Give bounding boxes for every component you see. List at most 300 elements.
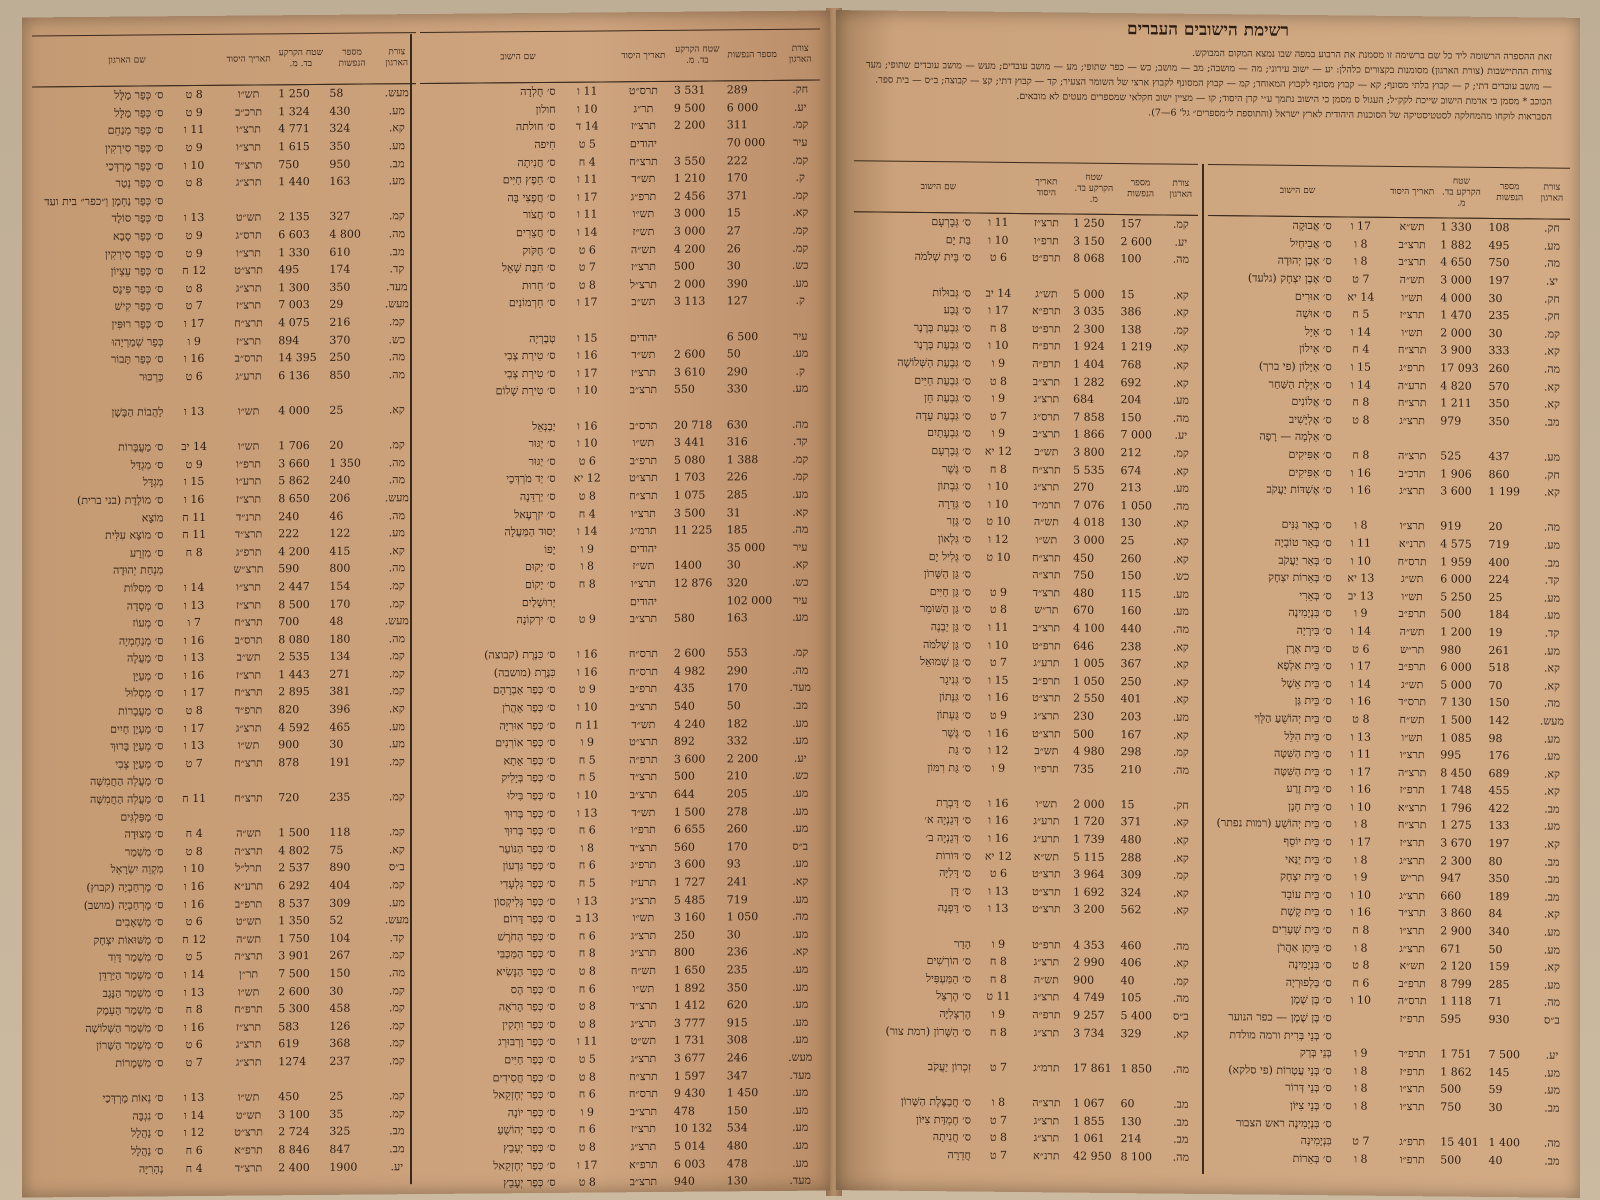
cell-map-square: 11 ו xyxy=(577,172,598,186)
cell-population: 689 xyxy=(1488,766,1510,780)
cell-year: תרצ״ד xyxy=(234,158,263,172)
cell-area: 1 275 xyxy=(1440,818,1472,833)
cell-area: 1 200 xyxy=(1440,625,1472,639)
cell-name: ס׳ בֵּית עוֹבֵד xyxy=(1281,887,1332,902)
cell-map-square: 7 ט xyxy=(989,409,1007,423)
cell-area: 3 550 xyxy=(673,154,706,168)
cell-org: ב״ס xyxy=(1172,1009,1189,1023)
cell-year: תש״ז xyxy=(632,225,655,239)
cell-name: ס׳ מְצוּדָה xyxy=(124,827,164,841)
cell-area: 4 000 xyxy=(1440,291,1472,305)
cell-name: ס׳ כְּפַר גִּלְעָדִי xyxy=(500,876,556,891)
cell-map-square: 10 ו xyxy=(988,479,1009,494)
cell-org: מע. xyxy=(388,104,405,118)
col-area-header: שטח הקרקע בד. מ. xyxy=(1437,167,1485,219)
cell-org: מע. xyxy=(1543,538,1561,552)
cell-area: 2 535 xyxy=(278,650,310,664)
cell-area: 2 200 xyxy=(673,119,706,133)
cell-name: ס׳ כְּפַר סִירְקִין xyxy=(104,141,164,155)
cell-org: מע. xyxy=(1172,481,1189,496)
cell-year: תרפ״ב xyxy=(1398,607,1426,621)
cell-area: 540 xyxy=(673,699,695,713)
cell-population: 27 xyxy=(726,224,741,238)
cell-year: תרפ״ט xyxy=(1032,638,1061,653)
cell-org: מב. xyxy=(1544,890,1560,904)
cell-name: ס׳ גַּעְתוֹן xyxy=(936,708,972,722)
cell-population: 26 xyxy=(726,241,741,256)
cell-map-square: 4 ח xyxy=(578,507,596,521)
cell-name: חולון xyxy=(535,102,556,116)
cell-area: 5 485 xyxy=(673,893,706,907)
cell-population: 182 xyxy=(726,716,748,731)
cell-org: יע. xyxy=(390,1159,404,1173)
col-date-header: תאריך היסוד xyxy=(1387,166,1437,218)
cell-name: ס׳ אֲבוּקָה xyxy=(1292,219,1332,233)
cell-map-square xyxy=(166,561,221,579)
cell-population: 40 xyxy=(1488,1153,1503,1167)
cell-year: תש״ט xyxy=(235,914,262,928)
cell-org: מע. xyxy=(792,997,809,1011)
col-org-header: צורת הארגון xyxy=(780,29,820,80)
intro-paragraph: הסבראות לוקחו מהמחלקה לסטטיסטיקה של הסוכנות היהודית לארץ ישראל (והתוספת ל״מספרים״ גל' 6—7). xyxy=(1148,107,1552,123)
cell-year: תרצ״ה xyxy=(234,949,263,964)
cell-name: ס׳ גֶּשֶׁר xyxy=(941,725,972,740)
cell-year: תש״ג xyxy=(1400,572,1424,586)
cell-org: מב. xyxy=(1173,1115,1189,1129)
cell-map-square xyxy=(1335,499,1387,517)
cell-name: ס׳ מִשְׁמַר הַשָּׁרוֹן xyxy=(96,1038,164,1053)
cell-map-square: 11 ו xyxy=(1350,747,1372,761)
cell-map-square: 13 ו xyxy=(988,902,1009,916)
cell-name: ס׳ גַּן שְׁלֹמֹה xyxy=(923,637,972,652)
intro-paragraph: הכוכב * מסמן כי אדמת הישוב שייכת לקק״ל; העגול ס מסמן כי הישוב נתמך ע״י קרן היסוד; קו — מציין ישוב חקלאי שמספרים מעטים לא מובאים. xyxy=(1016,90,1552,108)
cell-map-square: 8 ט xyxy=(578,1070,596,1084)
cell-org: ב״ס xyxy=(1544,1013,1560,1027)
cell-year: יהודים xyxy=(629,330,657,344)
cell-name: ס׳ כְּפַר דָּרוֹם xyxy=(502,912,556,926)
cell-population: 308 xyxy=(726,1033,748,1047)
cell-population: 163 xyxy=(726,611,748,625)
cell-population: 108 xyxy=(1488,221,1510,235)
cell-area: 42 950 xyxy=(1073,1149,1112,1163)
cell-year xyxy=(616,399,671,417)
cell-org: קמ. xyxy=(1172,323,1189,337)
cell-year: תש״א xyxy=(1399,959,1425,973)
cell-year: תרצ״ט xyxy=(1032,902,1061,916)
cell-area: 4 100 xyxy=(1073,621,1105,635)
cell-area: 3 160 xyxy=(673,910,706,925)
cell-area: 3 500 xyxy=(673,506,706,520)
cell-org xyxy=(1534,1029,1570,1047)
cell-area: 3 860 xyxy=(1440,906,1472,921)
cell-map-square: 16 ו xyxy=(184,352,205,366)
cell-year: תרצ״ג xyxy=(630,946,657,960)
cell-name: ס׳ כְּפַר גְּלִיקְסוֹן xyxy=(493,894,556,909)
cell-map-square: 10 ו xyxy=(1350,888,1372,902)
cell-name: ס׳ גֶּבַע xyxy=(943,303,972,317)
cell-map-square: 6 ח xyxy=(578,858,596,873)
cell-year: תש״ב xyxy=(1034,744,1059,758)
cell-name: ס׳ בְּנֵי דְּרוֹר xyxy=(1285,1081,1332,1095)
cell-name: חֲדֵרָה xyxy=(947,1148,972,1162)
cell-year: תרפ״ג xyxy=(235,545,262,559)
cell-map-square: 9 ט xyxy=(185,141,203,155)
cell-year: תרצ״ח xyxy=(234,615,263,629)
cell-population: 176 xyxy=(1488,749,1510,763)
cell-map-square: 8 ט xyxy=(578,1140,596,1154)
cell-year: תש״ד xyxy=(631,805,656,819)
cell-org: קא. xyxy=(1172,904,1189,918)
cell-year: תרצ״ג xyxy=(1033,990,1060,1004)
cell-population: 260 xyxy=(1120,551,1142,565)
cell-area: 894 xyxy=(278,333,300,347)
cell-map-square: 13 ו xyxy=(577,806,598,820)
cell-map-square xyxy=(559,399,616,417)
cell-area: 5 862 xyxy=(278,474,310,488)
cell-year: תש״ו xyxy=(632,436,655,450)
cell-area: 10 132 xyxy=(673,1121,713,1136)
cell-area: 1 440 xyxy=(278,175,310,189)
cell-name: ס׳ גִּבְעַת הַשְּׁלוֹשָׁה xyxy=(897,355,972,370)
cell-org xyxy=(780,309,820,327)
cell-area: 4 982 xyxy=(673,664,706,678)
cell-org: קמ. xyxy=(388,667,405,681)
cell-area: 1 750 xyxy=(278,931,310,946)
cell-org: מב. xyxy=(389,156,405,170)
cell-population: 367 xyxy=(1120,657,1142,671)
cell-org: יע. xyxy=(793,100,807,114)
cell-area: 222 xyxy=(278,527,300,541)
cell-area: 979 xyxy=(1440,414,1462,428)
cell-population: 235 xyxy=(1488,309,1510,323)
cell-map-square: 8 ו xyxy=(1354,1064,1368,1078)
cell-map-square: 6 ט xyxy=(185,1038,203,1052)
cell-population: 4 800 xyxy=(329,227,361,241)
cell-org: מה. xyxy=(1172,411,1189,425)
cell-population xyxy=(1117,919,1163,937)
cell-area xyxy=(1070,1041,1117,1059)
cell-population: 950 xyxy=(329,157,351,171)
cell-name: ס׳ מְעַיָּן בָּרוּךְ xyxy=(110,739,164,754)
cell-year: תש״ד xyxy=(631,172,656,186)
cell-name: ס׳ בְּאֵרוֹת יִצְחָק xyxy=(1268,570,1332,585)
cell-population: 145 xyxy=(1488,1065,1510,1079)
cell-area: 3 900 xyxy=(1440,343,1472,358)
cell-name: ס׳ גַּת xyxy=(948,743,972,757)
cell-area: 5 080 xyxy=(673,453,706,467)
cell-map-square: 16 ו xyxy=(988,691,1009,705)
cell-area: 1 739 xyxy=(1073,832,1105,846)
cell-year: תרצ״ו xyxy=(236,122,261,137)
cell-name: ס׳ דַּפְנָה xyxy=(937,901,972,915)
cell-name: ס׳ חֲצֵרִים xyxy=(515,225,556,240)
cell-area: 3 000 xyxy=(1073,533,1105,547)
cell-population: 285 xyxy=(726,488,748,502)
cell-area: 3 150 xyxy=(1073,234,1105,248)
cell-population: 1 450 xyxy=(726,1086,759,1100)
cell-name: ס׳ הֶרְצֵל xyxy=(936,989,972,1003)
cell-name xyxy=(854,1039,974,1058)
cell-population: 267 xyxy=(329,949,351,963)
cell-population: 495 xyxy=(1488,238,1510,253)
cell-population: 271 xyxy=(329,667,351,681)
cell-map-square: 14 יא xyxy=(1347,290,1375,304)
cell-name: ס׳ חֲצֹור xyxy=(522,208,556,222)
cell-population: 333 xyxy=(1488,344,1510,358)
cell-org: מה. xyxy=(1543,1136,1561,1150)
cell-name: מִגְדָּל xyxy=(142,475,164,489)
cell-area: 1 650 xyxy=(673,963,706,977)
cell-year: תרל״ל xyxy=(235,861,262,876)
cell-name: ס׳ אֲבִיחַיִל xyxy=(1290,236,1332,251)
cell-population: 455 xyxy=(1488,784,1510,798)
cell-name: ס׳ כְּפַר רוּפִּין xyxy=(111,317,164,331)
cell-area: 3 734 xyxy=(1073,1026,1105,1040)
cell-population: 170 xyxy=(726,171,748,185)
cell-name: ס׳ מְעַיָּן xyxy=(132,669,164,683)
cell-population: 48 xyxy=(329,614,344,628)
cell-area: 9 430 xyxy=(673,1086,706,1100)
cell-population: 309 xyxy=(1120,868,1142,882)
cell-year: תרפ״ג xyxy=(630,189,657,204)
cell-year xyxy=(616,627,671,645)
cell-year: תרצ״ט xyxy=(234,263,263,277)
cell-population: 518 xyxy=(1488,661,1510,675)
cell-year: תש״א xyxy=(1033,849,1060,864)
cell-area: 8 650 xyxy=(278,491,310,506)
cell-year: תרצ״ד xyxy=(234,527,263,541)
cell-map-square: 8 ט xyxy=(578,278,596,292)
cell-population: 329 xyxy=(1120,1026,1142,1040)
intro-paragraph: זאת ההספרה הרשומה ליד כל שם ברשימה זו מסמנת את הרבוע במפה שבו נמצא המקום המבוקש. xyxy=(1192,47,1552,63)
cell-map-square: 13 ו xyxy=(184,651,205,665)
cell-population: 2 600 xyxy=(1120,234,1152,249)
cell-org: חק. xyxy=(1543,221,1560,235)
cell-year: תרפ״ו xyxy=(1033,234,1059,248)
cell-name: ס׳ יָקוֹם xyxy=(524,577,556,592)
col-date-header: תאריך היסוד xyxy=(1023,163,1070,214)
cell-area: 5 535 xyxy=(1073,463,1105,477)
cell-org: קמ. xyxy=(1543,327,1560,341)
cell-year: תרצ״ד xyxy=(629,770,658,784)
cell-year: תר״ש xyxy=(1400,871,1425,885)
cell-area: 1274 xyxy=(278,1054,307,1069)
cell-map-square: 8 ט xyxy=(185,176,203,190)
cell-name: ס׳ כְּפַר חַיִּים xyxy=(504,1052,556,1067)
cell-map-square: 8 ט xyxy=(1352,958,1370,972)
cell-area xyxy=(1437,1116,1485,1134)
cell-org: מה. xyxy=(1543,696,1561,711)
cell-name: ס׳ אֵיָל xyxy=(1304,324,1332,339)
cell-org: מה. xyxy=(1543,995,1561,1010)
cell-year: תרצ״ז xyxy=(630,260,656,274)
cell-population xyxy=(1486,500,1534,518)
cell-map-square: 14 יב xyxy=(181,440,208,454)
cell-map-square: 10 ו xyxy=(577,436,598,450)
cell-year: תרנ״ד xyxy=(235,509,262,524)
cell-population: 30 xyxy=(1488,326,1503,340)
cell-org: קמ. xyxy=(388,1089,405,1103)
cell-org: מה. xyxy=(388,631,405,646)
cell-population: 278 xyxy=(726,804,748,819)
cell-population: 261 xyxy=(1488,643,1510,657)
cell-name: ס׳ מְסִלּוֹת xyxy=(123,581,164,595)
cell-population: 100 xyxy=(1120,252,1142,266)
cell-population: 30 xyxy=(329,984,344,998)
cell-population: 290 xyxy=(726,664,748,678)
cell-area: 1400 xyxy=(673,558,702,573)
cell-year: תש״ד xyxy=(631,717,656,731)
cell-area xyxy=(671,398,724,416)
cell-population xyxy=(1117,1042,1163,1060)
cell-org: מב. xyxy=(1544,855,1560,869)
cell-org: קא. xyxy=(1172,305,1189,320)
cell-year: תש״ב xyxy=(236,650,261,664)
cell-area: 4 650 xyxy=(1440,255,1472,270)
cell-name: ס׳ כְּפַר תָּבוֹר xyxy=(110,352,164,366)
cell-name: ס׳ גִּבְעַת בְּרֶנֶר xyxy=(913,320,972,335)
cell-population: 350 xyxy=(1488,397,1510,411)
cell-org: מע. xyxy=(1543,644,1561,658)
cell-population: 71 xyxy=(1488,995,1503,1009)
cell-population: 430 xyxy=(329,104,351,118)
cell-area: 1 862 xyxy=(1440,1065,1472,1079)
cell-org: חק. xyxy=(1172,798,1189,812)
cell-map-square: 8 ח xyxy=(989,1025,1007,1039)
cell-org: קד. xyxy=(389,262,405,276)
cell-population: 50 xyxy=(1488,942,1503,956)
cell-area: 2 550 xyxy=(1073,691,1105,706)
cell-area: 9 500 xyxy=(673,101,706,115)
cell-population: 20 xyxy=(1488,520,1503,534)
cell-area: 8 799 xyxy=(1440,977,1472,991)
cell-area: 995 xyxy=(1440,748,1462,762)
cell-population: 400 xyxy=(1488,555,1510,569)
cell-org: מעש. xyxy=(384,491,409,505)
cell-area xyxy=(1070,918,1117,936)
cell-org: מעש. xyxy=(1539,714,1564,728)
cell-org: קמ. xyxy=(1172,868,1189,883)
cell-area xyxy=(671,627,724,645)
cell-map-square xyxy=(974,777,1023,795)
cell-name: ס׳ כְּפַר יְהוֹשֻׁעַ xyxy=(497,1123,556,1137)
cell-area: 15 401 xyxy=(1440,1135,1479,1150)
cell-map-square: 16 ו xyxy=(184,633,205,647)
cell-org: מע. xyxy=(792,857,809,871)
cell-org: קא. xyxy=(1172,1027,1189,1041)
cell-year: תרצ״ג xyxy=(1033,480,1060,494)
cell-name: ס׳ מִשְׁמַר הַשְּׁלוֹשָׁה xyxy=(85,1021,164,1035)
cell-area: 3 670 xyxy=(1440,836,1472,850)
cell-map-square: 11 ח xyxy=(182,510,207,524)
cell-area: 2 600 xyxy=(673,347,706,362)
cell-area: 17 861 xyxy=(1073,1061,1112,1075)
cell-area: 670 xyxy=(1073,603,1095,618)
cell-name: ס׳ חֵרוּת xyxy=(521,278,556,292)
cell-area: 1 005 xyxy=(1073,656,1105,671)
cell-name xyxy=(854,775,974,794)
cell-year: תרצ״ג xyxy=(1033,392,1060,406)
cell-name: ס׳ אֵילוֹן xyxy=(1299,342,1332,356)
cell-year: תרצ״ו xyxy=(1399,748,1425,762)
cell-map-square: 9 ט xyxy=(989,585,1007,599)
cell-year: תרצ״ג xyxy=(1033,955,1060,969)
cell-name: ס׳ אוּרִים xyxy=(1294,289,1332,303)
cell-org: מע. xyxy=(792,962,809,976)
cell-area: 3 964 xyxy=(1073,867,1105,882)
cell-org: קא. xyxy=(1543,485,1560,499)
cell-year: תרצ״ד xyxy=(629,840,658,855)
cell-year: תרכ״ב xyxy=(1398,466,1426,480)
cell-org: עיר xyxy=(792,329,808,343)
cell-org: מע. xyxy=(1543,732,1561,746)
cell-year: תרצ״ג xyxy=(1399,484,1425,498)
cell-population: 25 xyxy=(1120,534,1135,548)
cell-org: מב. xyxy=(1544,556,1560,570)
cell-area: 478 xyxy=(673,1104,695,1118)
cell-name: ס׳ יַרְדֵּנָה xyxy=(519,489,556,504)
cell-year: תש״ו xyxy=(1035,797,1058,811)
cell-org: קמ. xyxy=(388,1106,405,1121)
cell-org: קא. xyxy=(388,121,405,135)
cell-population: 170 xyxy=(329,597,351,611)
cell-year: תרצ״ב xyxy=(629,1175,658,1189)
cell-year: תרצ״ח xyxy=(1397,343,1427,357)
cell-name: ס׳ יַגּוּר xyxy=(528,454,556,468)
cell-population: 184 xyxy=(1488,608,1510,622)
cell-population: 422 xyxy=(1488,801,1510,816)
col-area-header: שטח הקרקע בד. מ. xyxy=(275,33,326,84)
cell-population: 30 xyxy=(726,259,741,273)
cell-population: 174 xyxy=(329,262,351,277)
cell-population: 404 xyxy=(329,878,351,892)
cell-year xyxy=(222,384,275,402)
cell-map-square: 6 ח xyxy=(578,1122,596,1136)
right-page xyxy=(836,10,1580,1198)
cell-map-square: 8 ח xyxy=(185,545,203,559)
cell-map-square: 13 ו xyxy=(184,739,205,753)
cell-year: תרפ״ט xyxy=(1032,251,1061,265)
cell-population: 2 200 xyxy=(726,751,759,766)
cell-year: תרפ״ח xyxy=(1032,339,1061,353)
cell-year: תש״ו xyxy=(1401,325,1423,340)
cell-org: קד. xyxy=(792,434,808,448)
cell-org: קמ. xyxy=(388,684,405,698)
cell-name: ס׳ מִשְׁמַר הָעֵמֶק xyxy=(96,1003,164,1018)
cell-name: נְהָרִיָּה xyxy=(138,1161,164,1176)
cell-org xyxy=(1164,919,1198,937)
cell-map-square: 6 ט xyxy=(185,915,203,929)
cell-org: קא. xyxy=(1172,728,1189,742)
cell-map-square xyxy=(1335,428,1387,446)
cell-area: 240 xyxy=(278,509,300,523)
col-date-header: תאריך היסוד xyxy=(616,30,671,81)
cell-population xyxy=(326,419,377,437)
cell-population: 35 xyxy=(329,1107,344,1121)
cell-name xyxy=(420,400,559,419)
cell-year: תר״ש xyxy=(1034,603,1059,617)
cell-org: מב. xyxy=(389,1124,405,1138)
cell-year: תרצ״ג xyxy=(235,1055,262,1069)
cell-org: קמ. xyxy=(388,1036,405,1050)
cell-area: 6 655 xyxy=(673,822,706,837)
cell-population: 150 xyxy=(1488,696,1510,710)
cell-year: תרפ״ב xyxy=(629,453,658,467)
cell-org: מב. xyxy=(1544,802,1560,816)
cell-area xyxy=(275,771,326,789)
cell-map-square: 13 ו xyxy=(184,1091,205,1105)
cell-year: תרפ״ג xyxy=(1399,1135,1425,1149)
